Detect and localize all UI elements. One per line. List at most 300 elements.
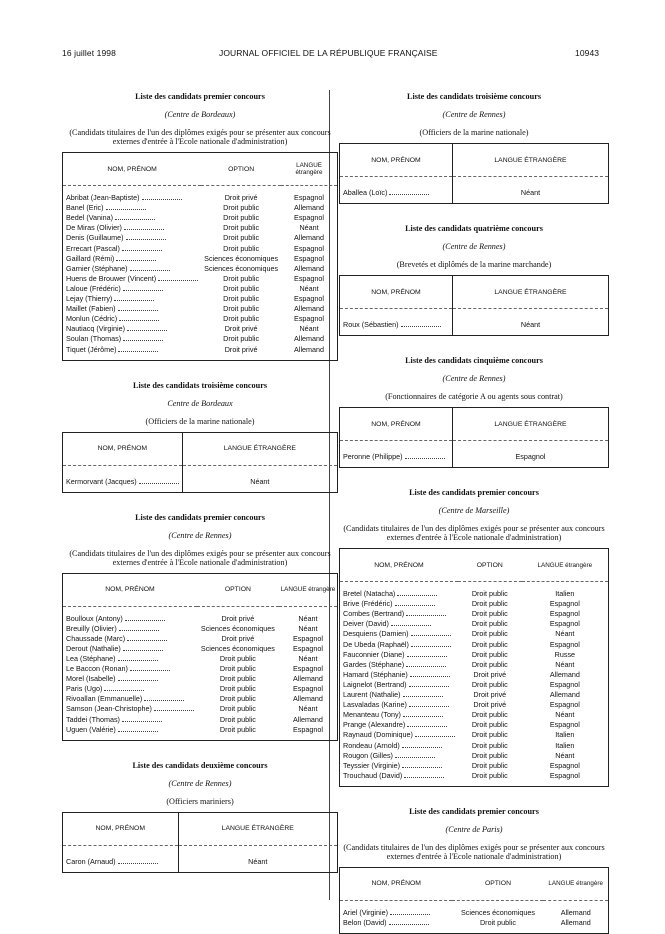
col-langue: LANGUE ÉTRANGÈRE — [182, 432, 337, 465]
cell-langue: Allemand — [294, 344, 325, 354]
col-langue: LANGUE ÉTRANGÈRE — [178, 812, 338, 845]
table-row — [340, 917, 609, 927]
cell-langue: Néant — [182, 472, 337, 486]
cell-option: Droit public — [471, 679, 508, 689]
cell-option: Droit privé — [473, 700, 507, 710]
dot-leader — [389, 924, 429, 925]
table-row — [340, 315, 609, 329]
dot-leader — [401, 326, 441, 327]
table-row — [63, 673, 338, 683]
cell-option: Sciences économiques — [200, 643, 275, 653]
cell-langue: Néant — [555, 710, 575, 720]
cell-option: Droit privé — [224, 193, 258, 203]
table-row — [63, 263, 338, 273]
table-row — [63, 724, 338, 734]
cell-option: Droit public — [223, 243, 260, 253]
col-langue: LANGUE ÉTRANGÈRE — [452, 276, 608, 309]
section-centre: (Centre de Rennes) — [442, 110, 506, 119]
table-row — [340, 669, 609, 679]
col-nom: NOM, PRÉNOM — [63, 812, 179, 845]
cell-name: Raynaud (Dominique) — [340, 729, 458, 739]
col-option: OPTION — [458, 549, 522, 582]
section-centre: (Centre de Paris) — [445, 824, 503, 834]
cell-option: Droit public — [219, 664, 256, 674]
dot-leader — [124, 229, 164, 230]
table-row — [340, 907, 609, 917]
cell-name: Chaussade (Marc) — [63, 633, 197, 643]
spacer-row — [63, 734, 338, 741]
dot-leader — [391, 625, 431, 626]
cell-name: Bretel (Natacha) — [340, 588, 458, 598]
cell-option: Sciences économiques — [200, 623, 275, 633]
cell-langue: Russe — [554, 649, 576, 659]
dot-leader — [127, 640, 167, 641]
spacer-row — [63, 486, 338, 493]
table-row — [340, 598, 609, 608]
dot-leader — [119, 630, 159, 631]
dot-leader — [409, 706, 449, 707]
dot-leader — [122, 250, 162, 251]
cell-option: Droit public — [223, 203, 260, 213]
cell-name: Boulloux (Antony) — [63, 613, 197, 623]
section-note: (Officiers mariniers) — [166, 796, 234, 806]
cell-name: Combes (Bertrand) — [340, 608, 458, 618]
cell-langue: Espagnol — [549, 639, 580, 649]
dot-leader — [405, 458, 445, 459]
col-langue: LANGUE étrangère — [522, 549, 609, 582]
cell-name: Prange (Alexandre) — [340, 719, 458, 729]
cell-option: Droit public — [219, 724, 256, 734]
cell-langue: Néant — [555, 629, 575, 639]
cell-langue: Espagnol — [549, 700, 580, 710]
cell-option: Droit privé — [221, 613, 255, 623]
table-row — [63, 273, 338, 283]
cell-langue: Allemand — [292, 674, 323, 684]
dot-leader — [402, 747, 442, 748]
section-note: (Candidats titulaires de l'un des diplômes exigés pour se présenter aux concours externes d'entrée à l'Ecole nationale d'administration) — [343, 842, 605, 861]
table-row — [63, 683, 338, 693]
cell-name: Lejay (Thierry) — [63, 293, 202, 303]
cell-name: Derout (Nathalie) — [63, 643, 197, 653]
cell-option: Droit public — [219, 684, 256, 694]
cell-name: Rondeau (Arnold) — [340, 739, 458, 749]
col-nom: NOM, PRÉNOM — [63, 432, 183, 465]
cell-option: Droit public — [471, 599, 508, 609]
col-nom: NOM, PRÉNOM — [340, 408, 453, 441]
dot-leader — [115, 219, 155, 220]
cell-option: Droit public — [471, 720, 508, 730]
dot-leader — [407, 726, 447, 727]
cell-name: Taddei (Thomas) — [63, 713, 197, 723]
table-row — [63, 623, 338, 633]
cell-name: Hamard (Stéphanie) — [340, 669, 458, 679]
dot-leader — [116, 260, 156, 261]
table-row — [63, 653, 338, 663]
col-option: OPTION — [201, 153, 281, 186]
table-row — [340, 183, 609, 197]
cell-option: Droit public — [223, 314, 260, 324]
section-title: Liste des candidats premier concours — [135, 512, 265, 522]
col-langue: LANGUE étrangère — [543, 867, 608, 900]
cell-langue: Espagnol — [292, 664, 323, 674]
cell-langue: Allemand — [560, 907, 591, 917]
cell-langue: Espagnol — [549, 720, 580, 730]
col-nom: NOM, PRÉNOM — [63, 573, 197, 606]
section-note: (Candidats titulaires de l'un des diplômes exigés pour se présenter aux concours externes d'entrée à l'Ecole nationale d'administration) — [69, 128, 331, 146]
table-row — [63, 643, 338, 653]
cell-option: Droit privé — [224, 324, 258, 334]
candidates-table — [339, 143, 609, 204]
cell-name: Aballea (Loïc) — [340, 183, 453, 197]
cell-name: Bedel (Vanina) — [63, 212, 202, 222]
cell-langue: Allemand — [294, 304, 325, 314]
cell-langue: Espagnol — [292, 643, 323, 653]
spacer-row — [340, 780, 609, 787]
cell-option: Droit public — [479, 917, 516, 927]
dot-leader — [406, 666, 446, 667]
dot-leader — [123, 340, 163, 341]
cell-langue: Néant — [299, 223, 319, 233]
table-row — [340, 750, 609, 760]
section-centre: Centre de Bordeaux — [167, 398, 233, 408]
cell-langue: Néant — [178, 852, 338, 866]
dot-leader — [118, 863, 158, 864]
cell-option: Droit public — [471, 760, 508, 770]
dot-leader — [409, 686, 449, 687]
cell-option: Droit privé — [473, 669, 507, 679]
cell-langue: Néant — [299, 283, 319, 293]
candidates-table — [339, 407, 609, 468]
cell-option: Droit public — [219, 653, 256, 663]
section-title: Liste des candidats premier concours — [409, 488, 539, 497]
table-row — [63, 222, 338, 232]
cell-option: Sciences économiques — [204, 263, 279, 273]
dot-leader — [403, 696, 443, 697]
page-date: 16 juillet 1998 — [62, 48, 116, 58]
cell-option: Droit public — [223, 304, 260, 314]
cell-langue: Allemand — [294, 233, 325, 243]
section-centre: (Centre de Rennes) — [442, 374, 506, 383]
cell-name: Menanteau (Tony) — [340, 709, 458, 719]
dot-leader — [122, 721, 162, 722]
cell-option: Droit public — [223, 233, 260, 243]
table-row — [340, 689, 609, 699]
cell-langue: Espagnol — [294, 243, 325, 253]
cell-name: Tiquet (Jérôme) — [63, 343, 202, 353]
cell-name: Nautiacq (Virginie) — [63, 323, 202, 333]
table-row — [63, 693, 338, 703]
section-centre: (Centre de Marseille) — [438, 506, 510, 515]
cell-langue: Espagnol — [294, 314, 325, 324]
cell-name: Deiver (David) — [340, 618, 458, 628]
dot-leader — [127, 330, 167, 331]
cell-option: Droit privé — [224, 344, 258, 354]
cell-name: Laloue (Frédéric) — [63, 283, 202, 293]
cell-option: Droit public — [223, 294, 260, 304]
dot-leader — [123, 650, 163, 651]
section-title: Liste des candidats premier concours — [409, 806, 539, 816]
table-row — [63, 343, 338, 353]
table-row — [63, 613, 338, 623]
cell-name: Gaillard (Rémi) — [63, 253, 202, 263]
dot-leader — [410, 676, 450, 677]
section-title: Liste des candidats premier concours — [135, 92, 265, 101]
section-title: Liste des candidats troisième concours — [406, 92, 542, 101]
cell-langue: Espagnol — [294, 213, 325, 223]
cell-langue: Espagnol — [549, 609, 580, 619]
section-title: Liste des candidats troisième concours — [132, 380, 268, 390]
col-langue: LANGUE ÉTRANGÈRE — [452, 408, 608, 441]
cell-langue: Espagnol — [549, 599, 580, 609]
col-option: OPTION — [197, 573, 279, 606]
table-row — [63, 663, 338, 673]
cell-option: Droit public — [471, 619, 508, 629]
cell-option: Droit public — [471, 750, 508, 760]
cell-langue: Espagnol — [292, 724, 323, 734]
dot-leader — [395, 605, 435, 606]
cell-name: Laurent (Nathalie) — [340, 689, 458, 699]
dot-leader — [118, 310, 158, 311]
col-nom: NOM, PRÉNOM — [63, 153, 202, 186]
cell-name: Breuilly (Olivier) — [63, 623, 197, 633]
cell-name: Soulan (Thomas) — [63, 333, 202, 343]
cell-name: Rougon (Gilles) — [340, 750, 458, 760]
col-nom: NOM, PRÉNOM — [340, 276, 453, 309]
dot-leader — [118, 351, 158, 352]
dot-leader — [118, 731, 158, 732]
col-nom: NOM, PRÉNOM — [340, 144, 453, 177]
table-row — [63, 472, 338, 486]
col-langue: LANGUE étrangère — [281, 153, 337, 186]
cell-option: Droit privé — [473, 690, 507, 700]
dot-leader — [118, 680, 158, 681]
cell-langue: Espagnol — [292, 684, 323, 694]
cell-option: Droit public — [471, 629, 508, 639]
table-row — [63, 192, 338, 202]
dot-leader — [125, 620, 165, 621]
cell-option: Droit public — [223, 334, 260, 344]
cell-langue: Espagnol — [292, 633, 323, 643]
section-note: (Candidats titulaires de l'un des diplômes exigés pour se présenter aux concours externes d'entrée à l'Ecole nationale d'administration) — [69, 548, 331, 567]
cell-langue: Néant — [555, 659, 575, 669]
cell-langue: Néant — [298, 653, 318, 663]
cell-name: Uguen (Valérie) — [63, 724, 197, 734]
cell-option: Droit public — [471, 740, 508, 750]
cell-langue: Espagnol — [549, 770, 580, 780]
cell-name: Brive (Frédéric) — [340, 598, 458, 608]
dot-leader — [402, 767, 442, 768]
spacer-row — [63, 866, 338, 873]
cell-name: Lasvaladas (Karine) — [340, 699, 458, 709]
dot-leader — [406, 615, 446, 616]
col-nom: NOM, PRÉNOM — [340, 549, 458, 582]
dot-leader — [142, 199, 182, 200]
cell-option: Droit public — [471, 609, 508, 619]
cell-langue: Espagnol — [294, 294, 325, 304]
spacer-row — [340, 927, 609, 934]
left-column — [62, 92, 338, 873]
table-row — [63, 242, 338, 252]
right-column — [339, 92, 609, 934]
cell-name: Teyssier (Virginie) — [340, 760, 458, 770]
spacer-row — [340, 329, 609, 336]
dot-leader — [130, 670, 170, 671]
candidates-table — [62, 432, 338, 493]
cell-option: Droit public — [471, 659, 508, 669]
cell-langue: Espagnol — [549, 679, 580, 689]
cell-langue: Allemand — [560, 917, 591, 927]
cell-name: Monlun (Cédric) — [63, 313, 202, 323]
cell-name: Roux (Sébastien) — [340, 315, 453, 329]
cell-option: Droit public — [219, 694, 256, 704]
col-langue: LANGUE ÉTRANGÈRE — [452, 144, 608, 177]
cell-name: Paris (Ugo) — [63, 683, 197, 693]
table-row — [340, 447, 609, 461]
candidates-table — [62, 812, 338, 873]
table-row — [63, 713, 338, 723]
section-centre: (Centre de Rennes) — [168, 530, 232, 540]
section-note: (Officiers de la marine nationale) — [145, 416, 255, 426]
table-row — [340, 588, 609, 598]
table-row — [340, 608, 609, 618]
spacer-row — [340, 197, 609, 204]
cell-name: Ariel (Virginie) — [340, 907, 453, 917]
table-row — [63, 212, 338, 222]
candidates-table — [339, 548, 609, 787]
dot-leader — [144, 700, 184, 701]
table-row — [340, 709, 609, 719]
cell-name: Errecart (Pascal) — [63, 242, 202, 252]
cell-langue: Espagnol — [294, 253, 325, 263]
table-row — [63, 232, 338, 242]
table-row — [340, 729, 609, 739]
table-row — [63, 703, 338, 713]
candidates-table — [62, 573, 338, 741]
table-row — [63, 852, 338, 866]
dot-leader — [403, 716, 443, 717]
cell-option: Droit public — [219, 704, 256, 714]
dot-leader — [130, 270, 170, 271]
cell-name: Fauconnier (Diane) — [340, 649, 458, 659]
cell-name: De Miras (Olivier) — [63, 222, 202, 232]
journal-title: JOURNAL OFFICIEL DE LA RÉPUBLIQUE FRANÇAISE — [219, 48, 438, 58]
cell-langue: Espagnol — [549, 619, 580, 629]
cell-option: Droit public — [223, 283, 260, 293]
cell-name: Rivoallan (Emmanuelle) — [63, 693, 197, 703]
table-row — [63, 323, 338, 333]
table-row — [340, 719, 609, 729]
table-row — [63, 313, 338, 323]
cell-langue: Italien — [555, 740, 575, 750]
cell-langue: Néant — [452, 315, 608, 329]
cell-name: Banel (Eric) — [63, 202, 202, 212]
cell-langue: Allemand — [294, 263, 325, 273]
table-row — [63, 202, 338, 212]
cell-name: Laignelot (Bertrand) — [340, 679, 458, 689]
cell-langue: Néant — [298, 613, 318, 623]
cell-name: Kermorvant (Jacques) — [63, 472, 183, 486]
cell-langue: Allemand — [294, 203, 325, 213]
cell-option: Droit public — [223, 223, 260, 233]
cell-name: De Ubeda (Raphaël) — [340, 638, 458, 648]
cell-langue: Allemand — [292, 694, 323, 704]
table-row — [340, 618, 609, 628]
cell-langue: Néant — [298, 704, 318, 714]
section-note: (Brevetés et diplômés de la marine marchande) — [396, 260, 552, 269]
cell-name: Gardes (Stéphane) — [340, 659, 458, 669]
dot-leader — [118, 660, 158, 661]
table-row — [63, 253, 338, 263]
cell-langue: Espagnol — [294, 193, 325, 203]
cell-option: Droit privé — [221, 633, 255, 643]
cell-option: Droit public — [219, 714, 256, 724]
cell-option: Droit public — [223, 273, 260, 283]
dot-leader — [158, 280, 198, 281]
cell-name: Huens de Brouwer (Vincent) — [63, 273, 202, 283]
cell-langue: Néant — [555, 750, 575, 760]
dot-leader — [404, 777, 444, 778]
cell-langue: Espagnol — [452, 447, 608, 461]
section-note: (Officiers de la marine nationale) — [419, 128, 529, 137]
cell-option: Droit public — [471, 730, 508, 740]
cell-langue: Néant — [298, 623, 318, 633]
cell-name: Maillet (Fabien) — [63, 303, 202, 313]
table-row — [340, 659, 609, 669]
table-row — [340, 770, 609, 780]
section-centre: (Centre de Rennes) — [442, 242, 506, 251]
table-row — [63, 303, 338, 313]
table-row — [340, 679, 609, 689]
dot-leader — [154, 710, 194, 711]
cell-name: Belon (David) — [340, 917, 453, 927]
cell-name: Garnier (Stéphane) — [63, 263, 202, 273]
table-row — [63, 633, 338, 643]
table-row — [340, 638, 609, 648]
dot-leader — [407, 656, 447, 657]
cell-langue: Italien — [555, 730, 575, 740]
cell-langue: Néant — [299, 324, 319, 334]
cell-option: Droit public — [471, 589, 508, 599]
candidates-table — [339, 867, 609, 934]
dot-leader — [395, 757, 435, 758]
dot-leader — [397, 595, 437, 596]
section-title: Liste des candidats cinquième concours — [405, 356, 543, 365]
cell-name: Trouchaud (David) — [340, 770, 458, 780]
table-row — [63, 293, 338, 303]
cell-name: Lea (Stéphane) — [63, 653, 197, 663]
table-row — [340, 628, 609, 638]
table-row — [63, 333, 338, 343]
section-title: Liste des candidats quatrième concours — [405, 224, 543, 233]
dot-leader — [126, 239, 166, 240]
cell-name: Le Baccon (Ronan) — [63, 663, 197, 673]
cell-langue: Néant — [452, 183, 608, 197]
cell-name: Caron (Arnaud) — [63, 852, 179, 866]
candidates-table — [62, 152, 338, 361]
col-nom: NOM, PRÉNOM — [340, 867, 453, 900]
dot-leader — [389, 194, 429, 195]
dot-leader — [114, 300, 154, 301]
cell-option: Droit public — [223, 213, 260, 223]
dot-leader — [123, 290, 163, 291]
cell-langue: Espagnol — [549, 760, 580, 770]
section-note: (Fonctionnaires de catégorie A ou agents sous contrat) — [385, 392, 563, 401]
dot-leader — [139, 483, 179, 484]
table-row — [340, 739, 609, 749]
spacer-row — [340, 461, 609, 468]
dot-leader — [106, 209, 146, 210]
dot-leader — [119, 320, 159, 321]
